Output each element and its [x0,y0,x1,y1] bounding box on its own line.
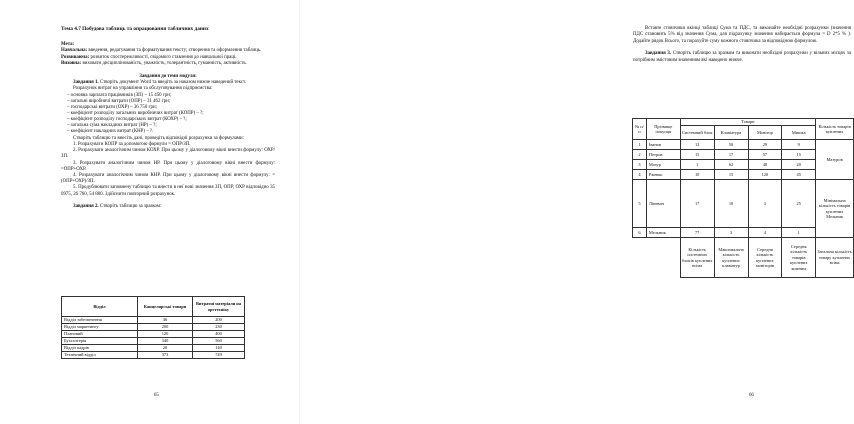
task1-text: Створіть документ Word та введіть за наказом нижче наведений текст. [99,80,247,86]
topic-title: Тема 4.7 Побудова таблиць та опрацювання табличних даних [61,26,209,32]
dev-text: розвиток спостережливості, свідомого ставлення до навчальної праці. [90,54,237,60]
list-item: 5. Продублювати заповнену таблицю та внести в неї нові значення ЗП, ОПР, ОХР відповідно 35 0975, 26 760, 54 880. Здійснити повторний розрахунок. [61,185,275,197]
task3-paragraph [633,51,851,64]
table-cell: 200 [193,317,245,324]
goal-upbringing [61,61,275,67]
table-cell: Плановий [62,331,138,338]
table-cell: 1 [680,160,714,170]
table-cell: 400 [193,331,245,338]
table-cell: Іванов [646,140,680,150]
table-cell: Відділ кадрів [62,345,138,352]
table-cell: Мазур [646,160,680,170]
table-cell: 77 [680,228,714,238]
table-cell: 4 [633,170,647,180]
edu-text: введення, редагування та форматування тексту; створення та оформлення таблиць. [88,48,262,54]
compute-text: Створіть таблицю та внесіть дані, проведіть відповідні розрахунки за формулами: [73,135,244,141]
table-cell: 6 [633,228,647,238]
table-cell: 4 [748,228,782,238]
table-cell: 15 [714,170,748,180]
header-mouse: Мишка [782,126,816,140]
table-header-row [633,119,854,126]
table-cell: 3 [714,228,748,238]
list-item: – коефіцієнт розподілу господарських витрат (КОХР) – ?; [67,117,275,123]
table-cell: 12 [680,140,714,150]
list-item: 3. Розрахувати аналогічним чином НР. При цьому у діалоговому вікні внести формулу: =ОПР+ОХР. [61,160,275,172]
dev-label: Розвиваюча: [61,54,90,60]
list-item: 1. Розрахувати КОПР за допомогою формули = ОПР/ЗП. [73,141,191,147]
table-cell: 340 [138,338,193,345]
table-cell: 57 [748,150,782,160]
list-item: – коефіцієнт розподілу загальних виробничих витрат (КОПР) – ?; [67,111,275,117]
task3-label: Завдання 3. [645,51,672,57]
expenses-intro: Розрахунок витрат на управління та обслуговування підприємства: [73,86,213,92]
goal-label: Мета: [61,42,75,47]
header-department: Відділ [62,297,138,317]
table-row [633,180,854,228]
table-cell: 15 [680,150,714,160]
table-cell: 46 [138,317,193,324]
table-row [62,345,245,352]
table-row [62,317,245,324]
list-item: 4. Розрахувати аналогічним чином КНР. При цьому у діалоговому вікні внести формулу: =(ОПР+ОХР)/ЗП. [61,172,275,185]
note-cell: Мазуров [816,140,854,180]
task1-label: Завдання 1. [73,80,99,86]
vat-paragraph: Вставте стовпчики вкінці таблиці Сума та ПДС, та виконайте необхідні розрахунки (значення ПДС становить 5% від значення Сума, для підрахунку значення набирається формула = D 2*5 % ). Додайте рядок Всього, та порахуйте суму кожного стовпчика за відповідною формулою. [633,26,851,44]
list-item: – коефіцієнт накладних витрат (КНР) – ?. [67,129,275,135]
summary-cell: Середня кількість товарів куплених кожним [782,238,816,278]
header-buyer: Прізвище покупця [646,119,680,140]
note-cell: Мінімальна кількість товарів куплених Мельник [816,180,854,238]
summary-cell: Максимальна кількість куплених клавіатур [714,238,748,278]
table-cell: Технічний відділ [62,352,138,359]
header-system-unit: Системний блок [680,126,714,140]
header-number: № п/п [633,119,647,140]
table-cell: Ржевко [646,170,680,180]
departments-table [61,296,245,359]
table-row [633,140,854,150]
summary-blank [633,238,681,278]
table-cell: Ліневич [646,180,680,228]
table-cell: 230 [193,324,245,331]
step-list [61,142,275,198]
table-cell: 1 [633,140,647,150]
table-cell: 20 [782,160,816,170]
table-cell: 1 [782,228,816,238]
table-cell: 48 [748,160,782,170]
task2-text: Створіть таблицю за зразком: [99,203,162,209]
table-cell: 45 [782,170,816,180]
table-cell: 120 [138,331,193,338]
page-66-content [633,26,851,64]
table-row [62,338,245,345]
table-cell: 29 [748,140,782,150]
task2-paragraph [61,204,275,210]
list-item: – господарські витрати (ОХР) – 36 750 грн; [67,105,275,111]
header-supplies: Витратні матеріали на оргтехніку [193,297,245,317]
table-cell: 3 [748,180,782,228]
header-goods: Товари [680,119,815,126]
table-cell: 140 [193,345,245,352]
table-cell: 560 [193,338,245,345]
page-65-content [61,26,275,210]
summary-row [633,238,854,278]
table-cell: 2 [633,150,647,160]
table-cell: 373 [138,352,193,359]
page-number: 65 [154,393,159,398]
table-cell: 9 [782,140,816,150]
page-66 [300,0,852,424]
table-row [62,331,245,338]
task2-label: Завдання 2. [73,203,99,209]
table-cell: 5 [633,180,647,228]
table-cell: Бухгалтерія [62,338,138,345]
page-65 [0,0,300,424]
table-cell: 17 [714,150,748,160]
up-label: Виховна: [61,61,82,67]
expense-list [67,93,275,136]
purchases-table [632,118,854,278]
page-number: 66 [749,393,754,398]
table-cell: Мельник [646,228,680,238]
table-cell: 10 [714,180,748,228]
header-stationery: Канцелярські товари [138,297,193,317]
table-cell: 200 [138,324,193,331]
table-cell: Петров [646,150,680,160]
list-item: – загальна сума накладних витрат (НР) – ?; [67,123,275,129]
table-cell: 3 [633,160,647,170]
table-cell: Відділ маркетингу [62,324,138,331]
table-cell: Відділ забезпечення [62,317,138,324]
summary-cell: Середня кількість куплених моніторів [748,238,782,278]
header-count: Кількість товарів куплених [816,119,854,140]
table-row [62,324,245,331]
table-cell: 62 [714,160,748,170]
table-cell: 120 [748,170,782,180]
table-cell: 25 [782,180,816,228]
summary-cell: Загальна кількість товару куплених всіма [816,238,854,278]
task3-text: Створіть таблицю за зразком та виконати необхідні розрахунки у вільних місцях за потрібним змістовим значенням які наведено нижче. [633,51,851,63]
list-item: – основна зарплата працівників (ЗП) – 15 450 грн; [67,93,275,99]
header-keyboard: Клавіатура [714,126,748,140]
table-cell: 15 [782,150,816,160]
header-monitor: Монітор [748,126,782,140]
list-item: 2. Розрахувати аналогічним чином КОХР. При цьому у діалоговому вікні внести формулу: ОХР/ЗП. [61,148,275,160]
table-cell: 50 [714,140,748,150]
summary-cell: Кількість системних блоків куплених всіма [680,238,714,278]
table-cell: 10 [680,170,714,180]
list-item: – загальні виробничі витрати (ОПР) – 31 462 грн; [67,99,275,105]
table-cell: 749 [193,352,245,359]
up-text: виховати дисциплінованість, уважність, толерантність, гуманність, активність. [82,61,247,67]
tasks-heading: Завдання до теми модуля: [139,73,197,79]
table-header-row [62,297,245,317]
table-cell: 20 [138,345,193,352]
table-row [62,352,245,359]
table-cell: 17 [680,180,714,228]
edu-label: Навчальна: [61,48,88,54]
